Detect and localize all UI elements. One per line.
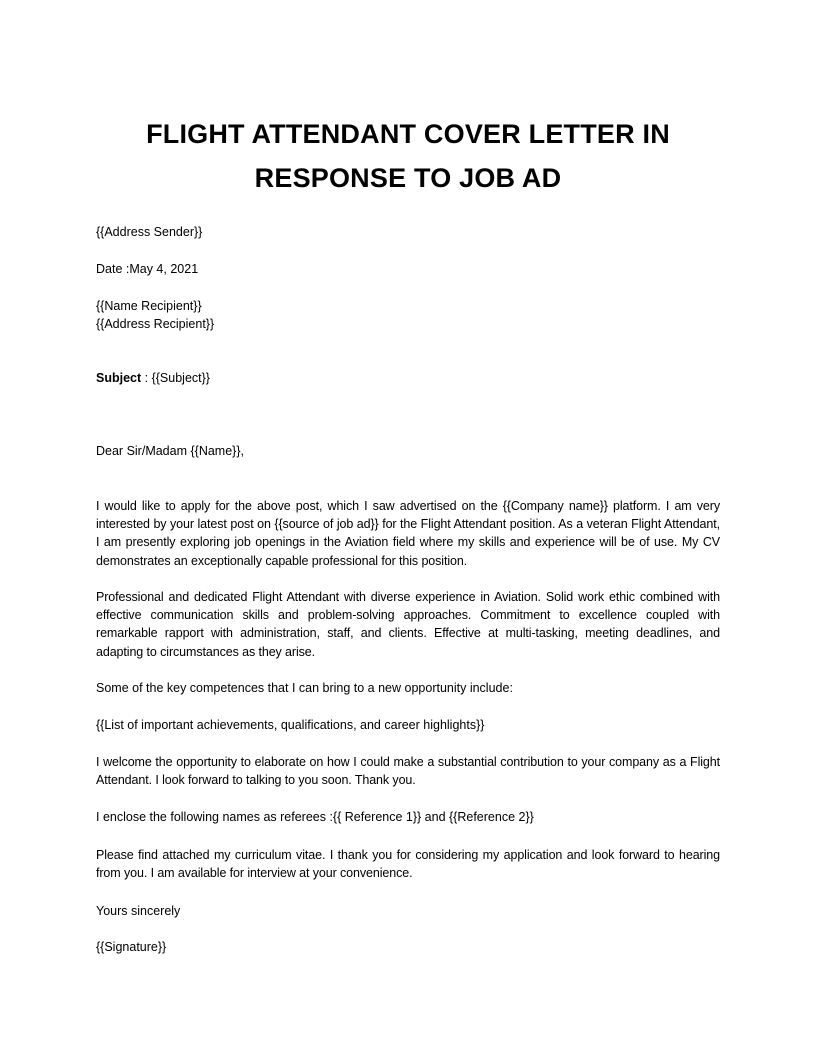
recipient-name: {{Name Recipient}}: [96, 299, 202, 313]
salutation: Dear Sir/Madam {{Name}},: [96, 444, 244, 458]
subject-value: : {{Subject}}: [141, 371, 210, 385]
signature: {{Signature}}: [96, 940, 167, 954]
sender-address: {{Address Sender}}: [96, 225, 203, 239]
title-line-2: RESPONSE TO JOB AD: [254, 163, 562, 193]
closing: Yours sincerely: [96, 904, 181, 918]
paragraph-profile: Professional and dedicated Flight Attendant with diverse experience in Aviation. Solid work ethic combined with effective communication skills and problem-solving approaches. Commitment to excellence coupled with remarkable rapport with administration, staff, and clients. Effective at multi-tasking, meeting deadlines, and adapting to circumstances as they arise.: [96, 590, 720, 659]
paragraph-achievements-list: {{List of important achievements, qualifications, and career highlights}}: [96, 718, 485, 732]
paragraph-referees: I enclose the following names as referees :{{ Reference 1}} and {{Reference 2}}: [96, 810, 534, 824]
subject-label: Subject: [96, 371, 142, 385]
subject-line: [96, 369, 720, 387]
title-line-1: FLIGHT ATTENDANT COVER LETTER IN: [146, 119, 670, 149]
paragraph-attachment: Please find attached my curriculum vitae. I thank you for considering my application and look forward to hearing from you. I am available for interview at your convenience.: [96, 848, 720, 881]
paragraph-intro: I would like to apply for the above post, which I saw advertised on the {{Company name}} platform. I am very interested by your latest post on {{source of job ad}} for the Flight Attendant position. As a veteran Flight Attendant, I am presently exploring job openings in the Aviation field where my skills and experience will be of use. My CV demonstrates an exceptionally capable professional for this position.: [96, 499, 720, 568]
letter-date: Date :May 4, 2021: [96, 262, 199, 276]
recipient-address: {{Address Recipient}}: [96, 317, 215, 331]
page-title: [96, 112, 720, 200]
paragraph-competences-intro: Some of the key competences that I can bring to a new opportunity include:: [96, 681, 513, 695]
paragraph-contribution: I welcome the opportunity to elaborate on how I could make a substantial contribution to your company as a Flight Attendant. I look forward to talking to you soon. Thank you.: [96, 755, 720, 788]
